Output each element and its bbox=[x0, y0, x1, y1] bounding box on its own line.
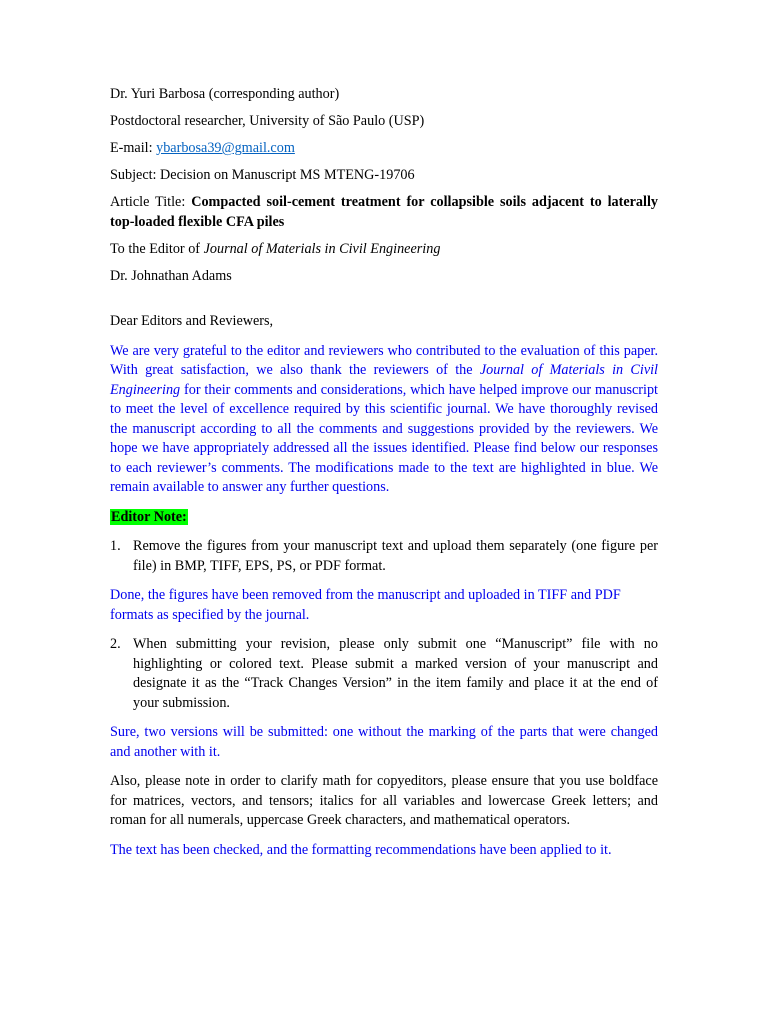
email-line bbox=[110, 139, 658, 159]
list-item-number: 1. bbox=[110, 538, 121, 554]
list-item bbox=[110, 537, 658, 576]
editor-note-label: Editor Note: bbox=[111, 508, 187, 525]
intro-paragraph bbox=[110, 342, 658, 498]
list-item-text: When submitting your revision, please only submit one “Manuscript” file with no highlighting or colored text. Please submit a marked version of your manuscript and designate it as the “Track Changes Version” in the item family and place it at the end of your submission. bbox=[133, 636, 658, 711]
list-item-text: Remove the figures from your manuscript text and upload them separately (one figure per file) in BMP, TIFF, EPS, PS, or PDF format. bbox=[133, 538, 658, 574]
journal-name: Journal of Materials in Civil Engineering bbox=[203, 240, 441, 257]
email-label: E-mail: bbox=[110, 140, 157, 156]
list-item-number: 2. bbox=[110, 636, 121, 652]
author-line: Dr. Yuri Barbosa (corresponding author) bbox=[110, 86, 340, 102]
response-paragraph: Sure, two versions will be submitted: one without the marking of the parts that were changed and another with it. bbox=[110, 724, 658, 760]
math-note-paragraph: Also, please note in order to clarify math for copyeditors, please ensure that you use boldface for matrices, vectors, and tensors; italics for all variables and lowercase Greek letters; and roman for all numerals, uppercase Greek characters, and mathematical operators. bbox=[110, 773, 658, 828]
article-title: Compacted soil-cement treatment for collapsible soils adjacent to laterally top-loaded flexible CFA piles bbox=[110, 194, 658, 230]
email-link[interactable]: ybarbosa39@gmail.com bbox=[156, 140, 295, 156]
to-editor-line bbox=[110, 240, 658, 260]
editor-note-heading bbox=[110, 508, 658, 528]
article-title-label: Article Title: bbox=[110, 194, 192, 210]
intro-journal: Journal of Materials in Civil Engineering bbox=[110, 362, 658, 398]
response-paragraph: Done, the figures have been removed from the manuscript and uploaded in TIFF and PDF formats as specified by the journal. bbox=[110, 587, 621, 623]
response-letter bbox=[110, 85, 658, 860]
list-item bbox=[110, 635, 658, 713]
math-response-paragraph: The text has been checked, and the formatting recommendations have been applied to it. bbox=[110, 841, 612, 858]
subject-line: Subject: Decision on Manuscript MS MTENG-19706 bbox=[110, 167, 415, 183]
position-line: Postdoctoral researcher, University of São Paulo (USP) bbox=[110, 113, 425, 129]
article-title-line bbox=[110, 193, 658, 232]
to-editor-prefix: To the Editor of bbox=[110, 240, 204, 257]
editor-name: Dr. Johnathan Adams bbox=[110, 267, 232, 284]
salutation: Dear Editors and Reviewers, bbox=[110, 313, 274, 329]
intro-part2: for their comments and considerations, which have helped improve our manuscript to meet the level of excellence required by this scientific journal. We have thoroughly revised the manuscript according to all the comments and suggestions provided by the reviewers. We hope we have appropriately addressed all the issues identified. Please find below our responses to each reviewer’s comments. The modifications made to the text are highlighted in blue. We remain available to answer any further questions. bbox=[110, 381, 658, 495]
intro-part1: We are very grateful to the editor and reviewers who contributed to the evaluation of this paper. With great satisfaction, we also thank the reviewers of the bbox=[110, 342, 658, 378]
